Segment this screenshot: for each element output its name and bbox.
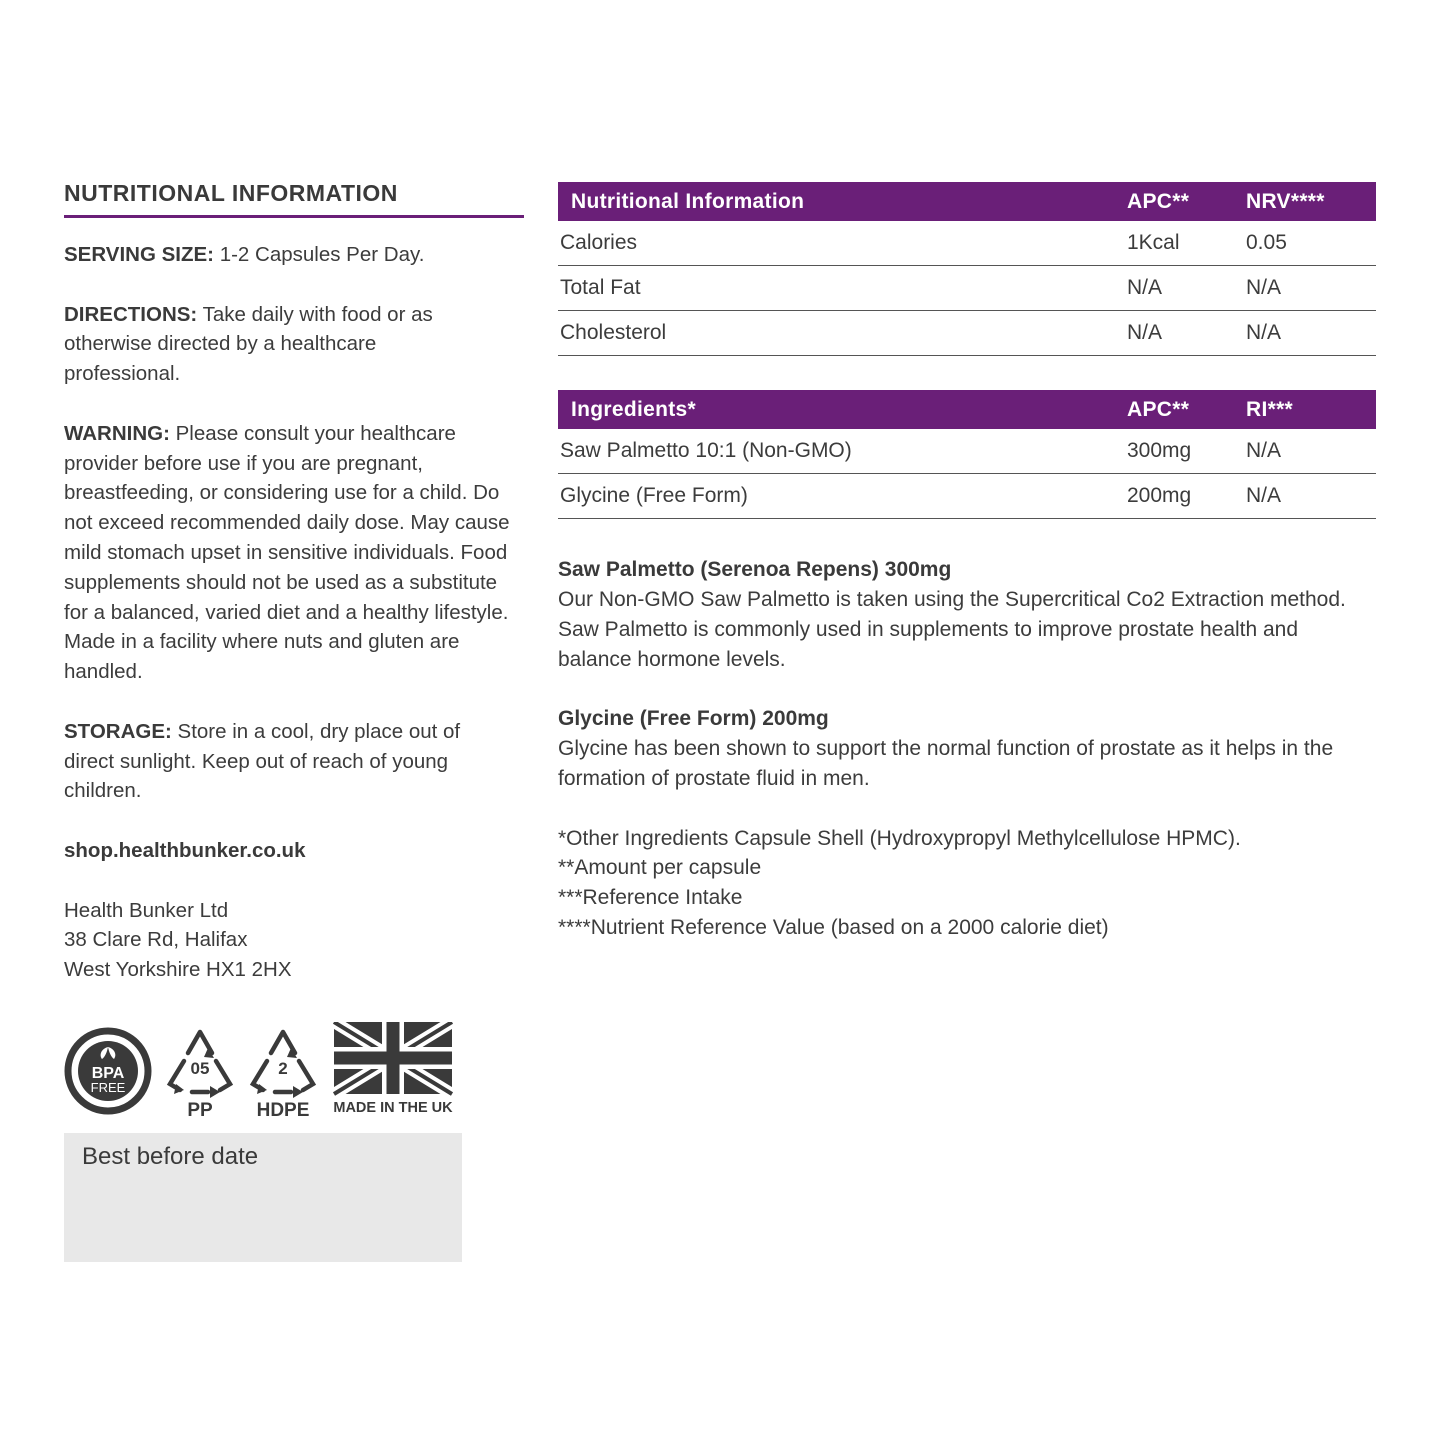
- table-cell: N/A: [1246, 311, 1376, 356]
- header-cell: RI***: [1246, 390, 1376, 429]
- table-cell: 0.05: [1246, 221, 1376, 266]
- description-title: Glycine (Free Form) 200mg: [558, 707, 829, 731]
- footnote: **Amount per capsule: [558, 856, 762, 880]
- free-text: FREE: [90, 1080, 126, 1095]
- table-cell: Saw Palmetto 10:1 (Non-GMO): [558, 429, 1127, 474]
- directions-label: DIRECTIONS:: [64, 302, 198, 326]
- pp-number: 05: [190, 1059, 210, 1078]
- address-line: 38 Clare Rd, Halifax: [64, 928, 248, 952]
- right-column: [558, 182, 1376, 943]
- certification-icons: [64, 1020, 464, 1120]
- recycle-pp-icon: [164, 1028, 236, 1118]
- bpa-text: BPA: [91, 1065, 125, 1082]
- header-cell: NRV****: [1246, 182, 1376, 221]
- recycle-hdpe-icon: [247, 1028, 319, 1118]
- website-link: shop.healthbunker.co.uk: [64, 838, 306, 862]
- bpa-free-icon: [64, 1027, 152, 1115]
- header-cell: APC**: [1127, 390, 1246, 429]
- website: [64, 836, 524, 866]
- ingredient-descriptions: [558, 555, 1376, 943]
- hdpe-label: HDPE: [256, 1100, 310, 1118]
- description-body: Our Non-GMO Saw Palmetto is taken using the Supercritical Co2 Extraction method. Saw Palmetto is commonly used in supplements to improve prostate health and balance hormone levels.: [558, 588, 1346, 671]
- serving-size-text: 1-2 Capsules Per Day.: [214, 243, 425, 266]
- table-row: [558, 429, 1376, 474]
- directions: [64, 300, 454, 389]
- directions-text: Take daily with food or as otherwise directed by a healthcare professional.: [64, 302, 433, 386]
- section-title: NUTRITIONAL INFORMATION: [64, 180, 524, 218]
- left-column: [64, 180, 524, 985]
- warning-label: WARNING:: [64, 421, 170, 445]
- table-cell: Calories: [558, 221, 1127, 266]
- table-cell: Total Fat: [558, 266, 1127, 311]
- table-cell: Cholesterol: [558, 311, 1127, 356]
- footnote: *Other Ingredients Capsule Shell (Hydroxypropyl Methylcellulose HPMC).: [558, 826, 1241, 850]
- table-cell: N/A: [1127, 266, 1246, 311]
- table-cell: N/A: [1246, 266, 1376, 311]
- storage: [64, 717, 504, 806]
- ingredients-table: [558, 390, 1376, 519]
- best-before-label: Best before date: [82, 1143, 259, 1170]
- table-header-row: [558, 182, 1376, 221]
- table-header-row: [558, 390, 1376, 429]
- nutrition-table: [558, 182, 1376, 356]
- table-row: [558, 311, 1376, 356]
- union-flag-icon: [332, 1022, 454, 1118]
- best-before-box: [64, 1133, 462, 1262]
- table-cell: 300mg: [1127, 429, 1246, 474]
- table-cell: N/A: [1246, 474, 1376, 519]
- address: [64, 896, 524, 985]
- address-line: Health Bunker Ltd: [64, 898, 229, 922]
- table-row: [558, 266, 1376, 311]
- serving-size: [64, 240, 524, 270]
- hdpe-number: 2: [278, 1059, 288, 1078]
- header-cell: Ingredients*: [558, 390, 1127, 429]
- made-in-uk-label: MADE IN THE UK: [333, 1100, 453, 1116]
- description-body: Glycine has been shown to support the normal function of prostate as it helps in the formation of prostate fluid in men.: [558, 737, 1334, 790]
- table-row: [558, 221, 1376, 266]
- header-cell: Nutritional Information: [558, 182, 1127, 221]
- footnote: ****Nutrient Reference Value (based on a 2000 calorie diet): [558, 915, 1109, 939]
- storage-text: Store in a cool, dry place out of direct sunlight. Keep out of reach of young children.: [64, 719, 461, 803]
- address-line: West Yorkshire HX1 2HX: [64, 958, 292, 982]
- table-cell: N/A: [1127, 311, 1246, 356]
- table-cell: 1Kcal: [1127, 221, 1246, 266]
- pp-label: PP: [187, 1100, 213, 1118]
- warning: [64, 419, 524, 687]
- storage-label: STORAGE:: [64, 719, 172, 743]
- table-cell: 200mg: [1127, 474, 1246, 519]
- footnote: ***Reference Intake: [558, 886, 743, 910]
- serving-size-label: SERVING SIZE:: [64, 243, 214, 266]
- description-title: Saw Palmetto (Serenoa Repens) 300mg: [558, 558, 952, 581]
- header-cell: APC**: [1127, 182, 1246, 221]
- table-cell: Glycine (Free Form): [558, 474, 1127, 519]
- table-row: [558, 474, 1376, 519]
- table-cell: N/A: [1246, 429, 1376, 474]
- warning-text: Please consult your healthcare provider before use if you are pregnant, breastfeeding, or considering use for a child. Do not exceed recommended daily dose. May cause mild stomach upset in sensitive individuals. Food supplements should not be used as a substitute for a balanced, varied diet and a healthy lifestyle. Made in a facility where nuts and gluten are handled.: [64, 421, 510, 684]
